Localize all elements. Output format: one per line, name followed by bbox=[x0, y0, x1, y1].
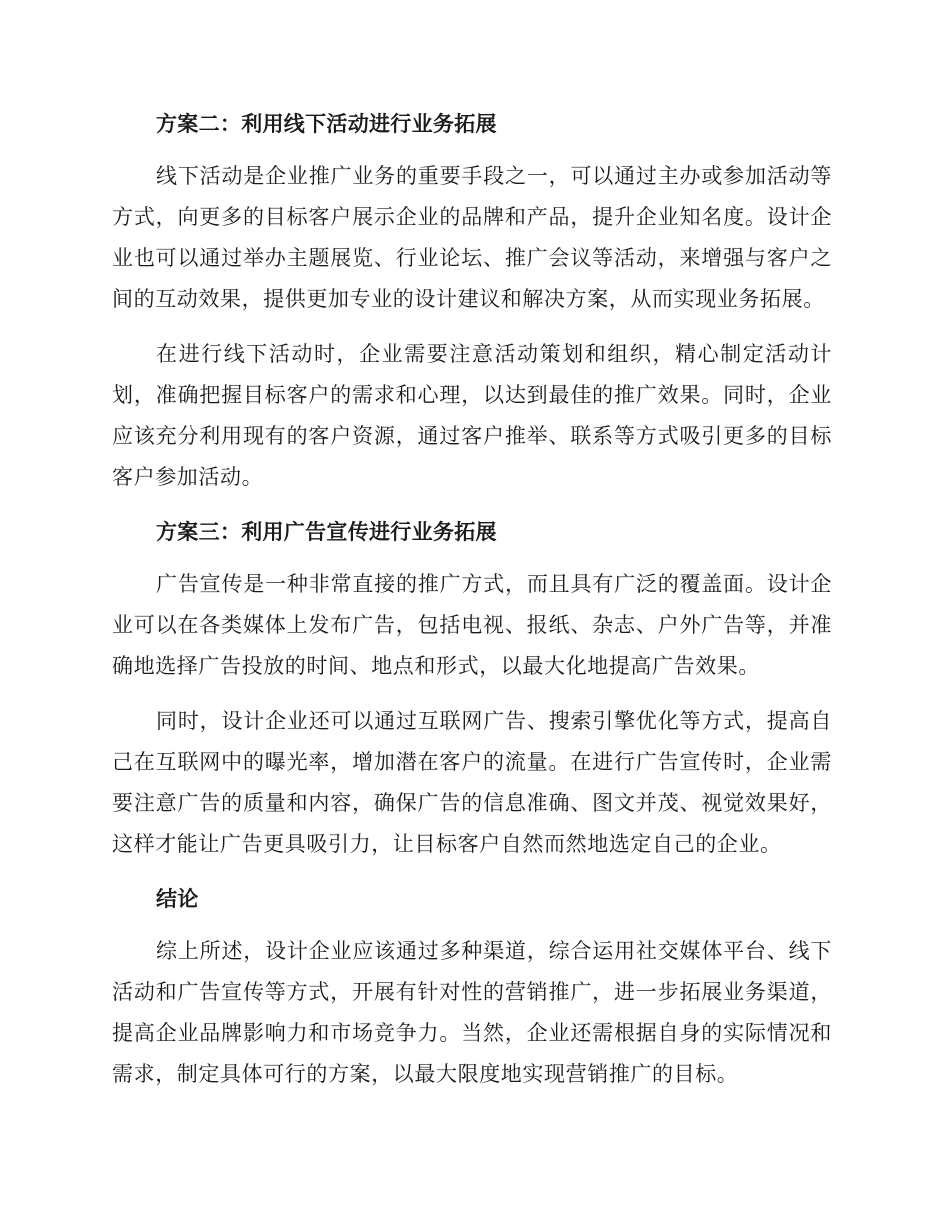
section-heading: 结论 bbox=[156, 887, 199, 911]
section-conclusion bbox=[112, 879, 832, 1095]
paragraph: 在进行线下活动时，企业需要注意活动策划和组织，精心制定活动计划，准确把握目标客户的需求和心理，以达到最佳的推广效果。同时，企业应该充分利用现有的客户资源，通过客户推举、联系等方式吸引更多的目标客户参加活动。 bbox=[112, 342, 832, 489]
section-plan-three bbox=[112, 512, 832, 865]
paragraph: 同时，设计企业还可以通过互联网广告、搜索引擎优化等方式，提高自己在互联网中的曝光率，增加潜在客户的流量。在进行广告宣传时，企业需要注意广告的质量和内容，确保广告的信息准确、图文并茂、视觉效果好，这样才能让广告更具吸引力，让目标客户自然而然地选定自己的企业。 bbox=[112, 709, 832, 856]
section-heading: 方案二：利用线下活动进行业务拓展 bbox=[156, 112, 497, 136]
paragraph: 线下活动是企业推广业务的重要手段之一，可以通过主办或参加活动等方式，向更多的目标客户展示企业的品牌和产品，提升企业知名度。设计企业也可以通过举办主题展览、行业论坛、推广会议等活动，来增强与客户之间的互动效果，提供更加专业的设计建议和解决方案，从而实现业务拓展。 bbox=[112, 164, 832, 311]
paragraph: 广告宣传是一种非常直接的推广方式，而且具有广泛的覆盖面。设计企业可以在各类媒体上发布广告，包括电视、报纸、杂志、户外广告等，并准确地选择广告投放的时间、地点和形式，以最大化地提高广告效果。 bbox=[112, 572, 832, 678]
document-page bbox=[112, 104, 832, 1109]
section-heading: 方案三：利用广告宣传进行业务拓展 bbox=[156, 520, 497, 544]
section-plan-two bbox=[112, 104, 832, 498]
paragraph: 综上所述，设计企业应该通过多种渠道，综合运用社交媒体平台、线下活动和广告宣传等方式，开展有针对性的营销推广，进一步拓展业务渠道，提高企业品牌影响力和市场竞争力。当然，企业还需根据自身的实际情况和需求，制定具体可行的方案，以最大限度地实现营销推广的目标。 bbox=[112, 939, 832, 1086]
